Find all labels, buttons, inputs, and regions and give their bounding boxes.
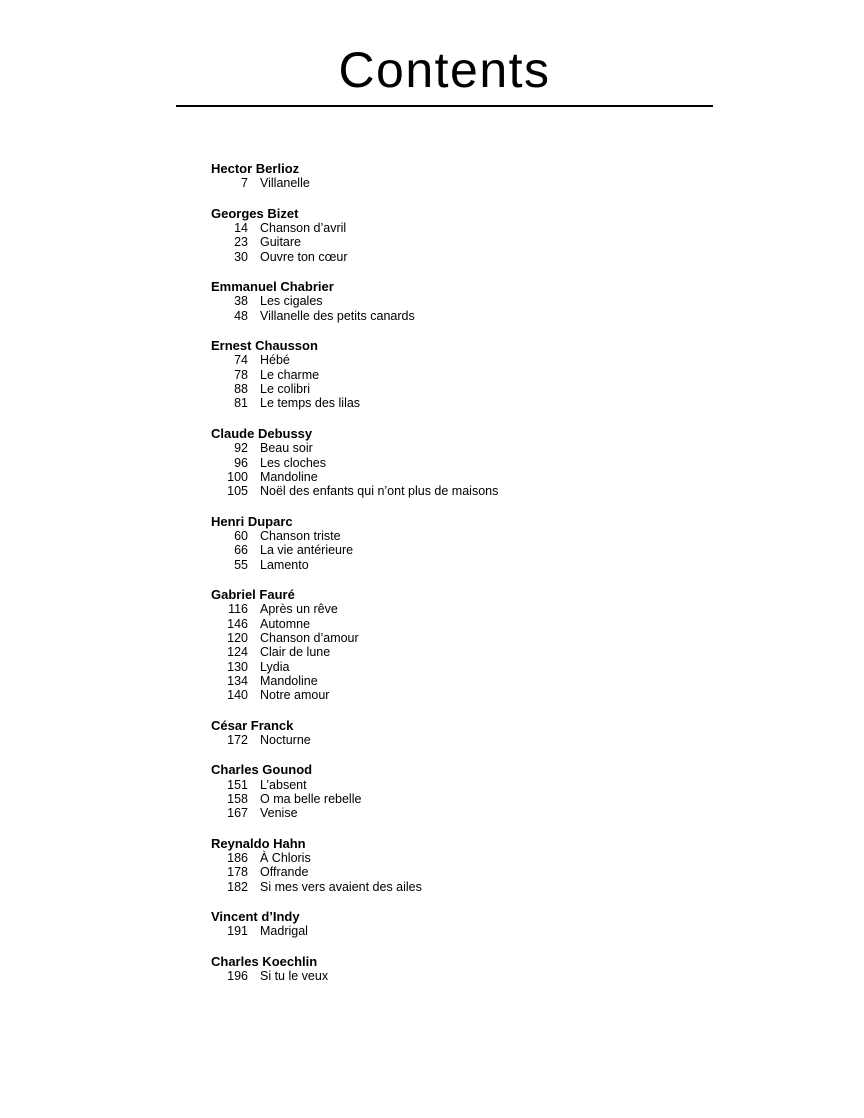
page-number: 78 (234, 367, 248, 382)
toc-entry (211, 221, 498, 235)
toc-entry (211, 558, 498, 572)
song-title: Madrigal (260, 924, 308, 939)
composer-name: Ernest Chausson (211, 338, 318, 354)
toc-entry (211, 602, 498, 616)
composer-name: Hector Berlioz (211, 161, 300, 176)
page-number: 130 (227, 659, 248, 674)
toc-entry (211, 441, 498, 455)
toc-entry (211, 353, 498, 367)
toc-entry (211, 792, 498, 806)
song-title: La vie antérieure (260, 543, 354, 558)
toc-group (211, 515, 498, 572)
toc-entry (211, 529, 498, 543)
composer-name: Georges Bizet (211, 205, 299, 221)
toc-entry (211, 688, 498, 702)
page-number: 116 (228, 602, 248, 617)
song-title: Venise (260, 806, 298, 821)
toc-entry (211, 543, 498, 557)
page-number: 120 (227, 630, 248, 645)
composer-name: Gabriel Fauré (211, 586, 295, 602)
toc-entry (211, 631, 498, 645)
composer-name: Charles Koechlin (211, 953, 318, 969)
page-number: 146 (227, 616, 248, 631)
toc-group (211, 427, 498, 499)
page-number: 66 (234, 543, 248, 558)
page-number: 88 (234, 382, 248, 397)
page-number: 172 (227, 733, 248, 747)
song-title: Le temps des lilas (260, 396, 361, 411)
song-title: Villanelle des petits canards (260, 308, 415, 323)
toc-entry (211, 969, 498, 983)
page-number: 151 (227, 777, 248, 792)
composer-name: Reynaldo Hahn (211, 835, 306, 851)
composer-name: Emmanuel Chabrier (211, 279, 334, 295)
toc-entry (211, 660, 498, 674)
page-number: 167 (227, 806, 248, 821)
toc-group (211, 719, 498, 748)
song-title: Chanson d’avril (260, 221, 347, 236)
toc-entry (211, 235, 498, 249)
toc-entry (211, 470, 498, 484)
song-title: Les cloches (260, 455, 327, 470)
page-number: 178 (227, 865, 248, 880)
title-rule (176, 105, 713, 107)
page-number: 196 (227, 969, 248, 984)
toc-entry (211, 865, 498, 879)
song-title: Le charme (260, 367, 320, 382)
song-title: O ma belle rebelle (260, 792, 362, 807)
song-title: Automne (260, 616, 311, 631)
toc-entry (211, 368, 498, 382)
toc-group (211, 280, 498, 323)
toc-entry (211, 484, 498, 498)
toc-entry (211, 294, 498, 308)
page-number: 158 (227, 792, 248, 807)
toc-list (211, 162, 498, 999)
toc-entry (211, 674, 498, 688)
composer-name: Claude Debussy (211, 425, 313, 441)
page-number: 96 (234, 455, 248, 470)
song-title: Beau soir (260, 441, 313, 456)
toc-entry (211, 851, 498, 865)
toc-entry (211, 806, 498, 820)
toc-group (211, 162, 498, 191)
song-title: L’absent (260, 777, 307, 792)
page-number: 134 (227, 673, 248, 688)
composer-name: César Franck (211, 717, 294, 733)
toc-entry (211, 396, 498, 410)
page-number: 48 (234, 308, 248, 323)
page-number: 105 (227, 484, 248, 499)
page-number: 14 (234, 221, 248, 236)
song-title: Si tu le veux (260, 969, 329, 984)
song-title: Clair de lune (260, 645, 331, 660)
song-title: Guitare (260, 235, 301, 250)
toc-entry (211, 924, 498, 938)
song-title: Chanson triste (260, 528, 341, 543)
song-title: Noël des enfants qui n’ont plus de maisons (260, 484, 499, 499)
toc-entry (211, 645, 498, 659)
page-number: 23 (234, 235, 248, 250)
composer-name: Henri Duparc (211, 513, 293, 529)
composer-name: Charles Gounod (211, 762, 313, 778)
page-number: 60 (234, 528, 248, 543)
page-number: 38 (234, 294, 248, 309)
page-number: 191 (227, 924, 248, 939)
page-number: 92 (234, 441, 248, 456)
song-title: Les cigales (260, 294, 323, 309)
toc-group (211, 763, 498, 820)
page-number: 74 (234, 353, 248, 368)
toc-group (211, 837, 498, 894)
toc-entry (211, 733, 498, 747)
toc-entry (211, 617, 498, 631)
page-number: 140 (227, 688, 248, 703)
song-title: Notre amour (260, 688, 330, 703)
page-number: 7 (241, 176, 248, 191)
song-title: Après un rêve (260, 602, 338, 617)
song-title: Lydia (260, 659, 290, 674)
composer-name: Vincent d’Indy (211, 909, 300, 925)
song-title: Mandoline (260, 469, 318, 484)
song-title: Ouvre ton cœur (260, 249, 348, 264)
song-title: Villanelle (260, 176, 310, 191)
toc-entry (211, 309, 498, 323)
page-number: 100 (227, 469, 248, 484)
toc-entry (211, 778, 498, 792)
song-title: Mandoline (260, 673, 318, 688)
toc-entry (211, 880, 498, 894)
page-number: 30 (234, 249, 248, 264)
toc-entry (211, 382, 498, 396)
song-title: Chanson d’amour (260, 630, 359, 645)
toc-group (211, 339, 498, 411)
toc-group (211, 955, 498, 984)
page-number: 81 (234, 396, 248, 411)
page-title: Contents (338, 42, 551, 98)
song-title: Nocturne (260, 733, 311, 747)
page-number: 55 (234, 557, 248, 572)
song-title: Si mes vers avaient des ailes (260, 879, 422, 894)
song-title: Hébé (260, 353, 290, 368)
toc-entry (211, 456, 498, 470)
page-header (176, 0, 713, 130)
song-title: Offrande (260, 865, 309, 880)
toc-group (211, 207, 498, 264)
page-number: 124 (227, 645, 248, 660)
page-number: 186 (227, 851, 248, 866)
page-number: 182 (227, 879, 248, 894)
toc-group (211, 588, 498, 703)
toc-group (211, 910, 498, 939)
song-title: À Chloris (260, 851, 311, 866)
song-title: Le colibri (260, 382, 311, 397)
song-title: Lamento (260, 557, 309, 572)
toc-entry (211, 250, 498, 264)
toc-entry (211, 176, 498, 190)
